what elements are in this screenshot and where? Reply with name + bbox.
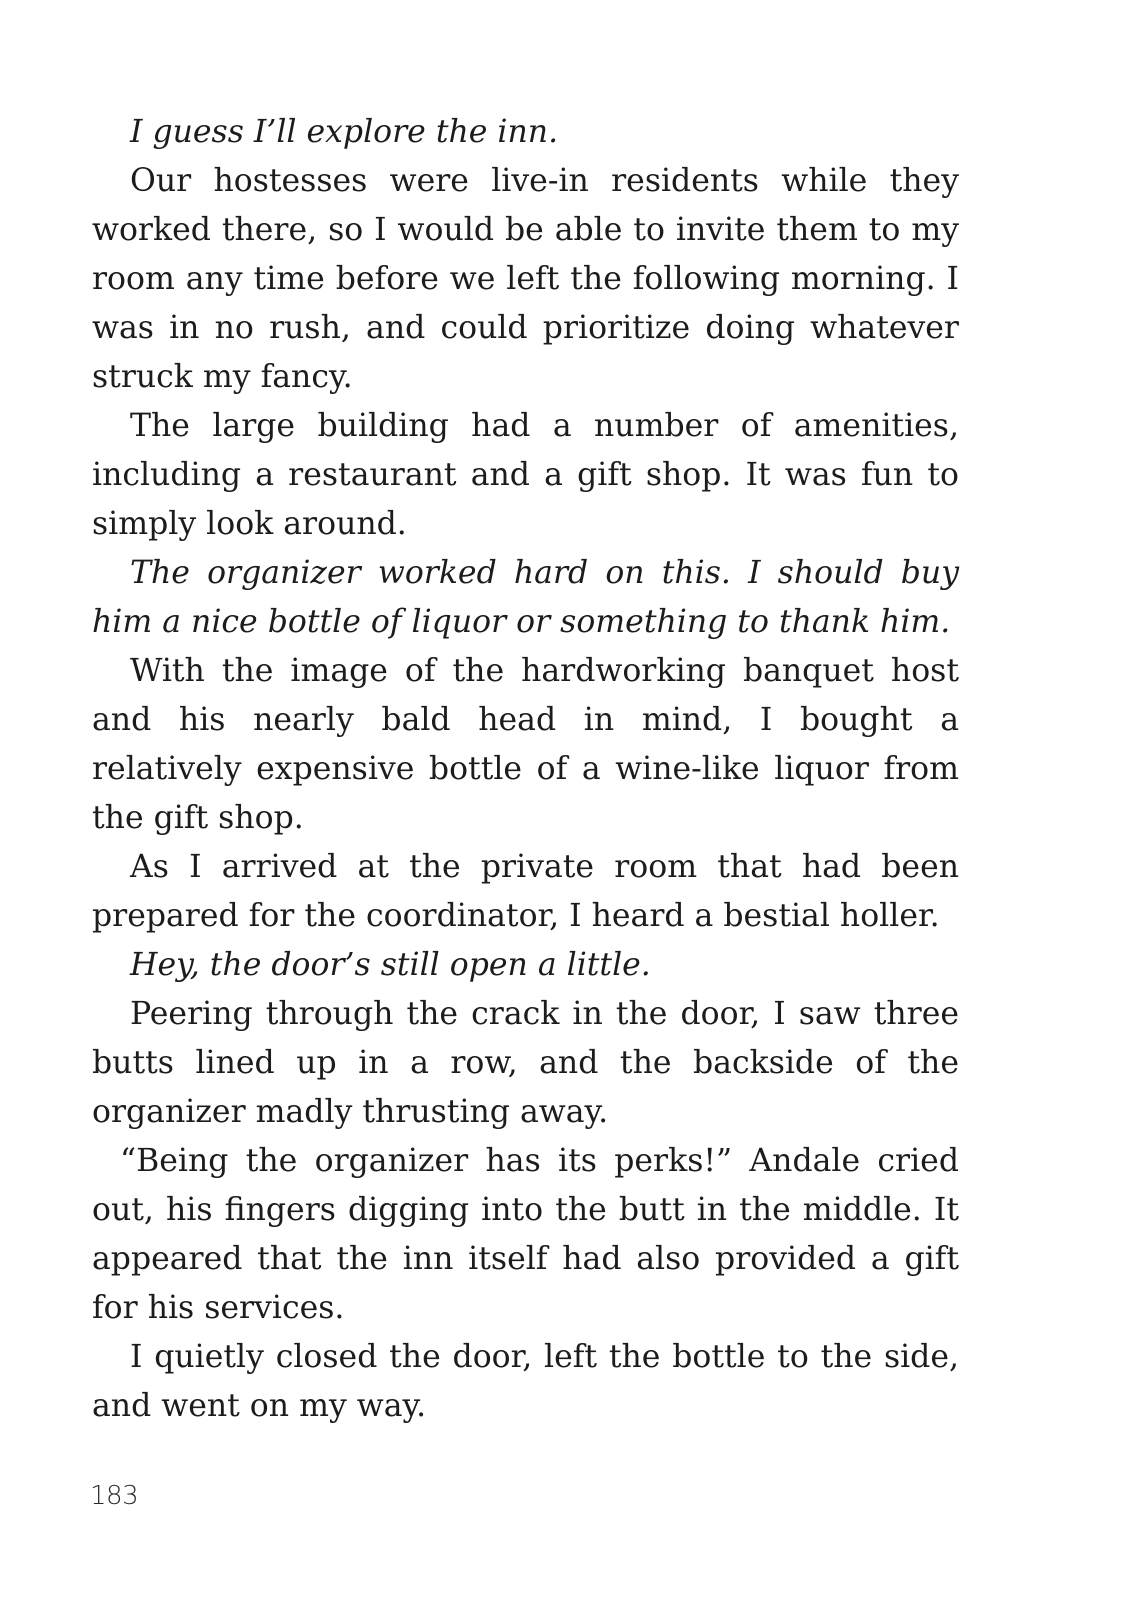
paragraph-4: The organizer worked hard on this. I should buy him a nice bottle of liquor or something to thank him. [92, 555, 959, 640]
body-text [92, 108, 959, 1431]
paragraph-2: Our hostesses were live-in residents while they worked there, so I would be able to invite them to my room any time before we left the following morning. I was in no rush, and could prioritize doing whatever struck my fancy. [92, 163, 959, 395]
paragraph-3: The large building had a number of amenities, including a restaurant and a gift shop. It was fun to simply look around. [92, 408, 959, 542]
paragraph-10: I quietly closed the door, left the bottle to the side, and went on my way. [92, 1339, 959, 1424]
paragraph-9: “Being the organizer has its perks!” Andale cried out, his fingers digging into the butt in the middle. It appeared that the inn itself had also provided a gift for his services. [92, 1143, 959, 1326]
paragraph-1: I guess I’ll explore the inn. [130, 114, 559, 150]
paragraph-6: As I arrived at the private room that had been prepared for the coordinator, I heard a bestial holler. [92, 849, 959, 934]
paragraph-7: Hey, the door’s still open a little. [130, 947, 651, 983]
paragraph-8: Peering through the crack in the door, I saw three butts lined up in a row, and the backside of the organizer madly thrusting away. [92, 996, 959, 1130]
page-number: 183 [90, 1481, 139, 1511]
paragraph-5: With the image of the hardworking banquet host and his nearly bald head in mind, I bought a relatively expensive bottle of a wine-like liquor from the gift shop. [92, 653, 959, 836]
